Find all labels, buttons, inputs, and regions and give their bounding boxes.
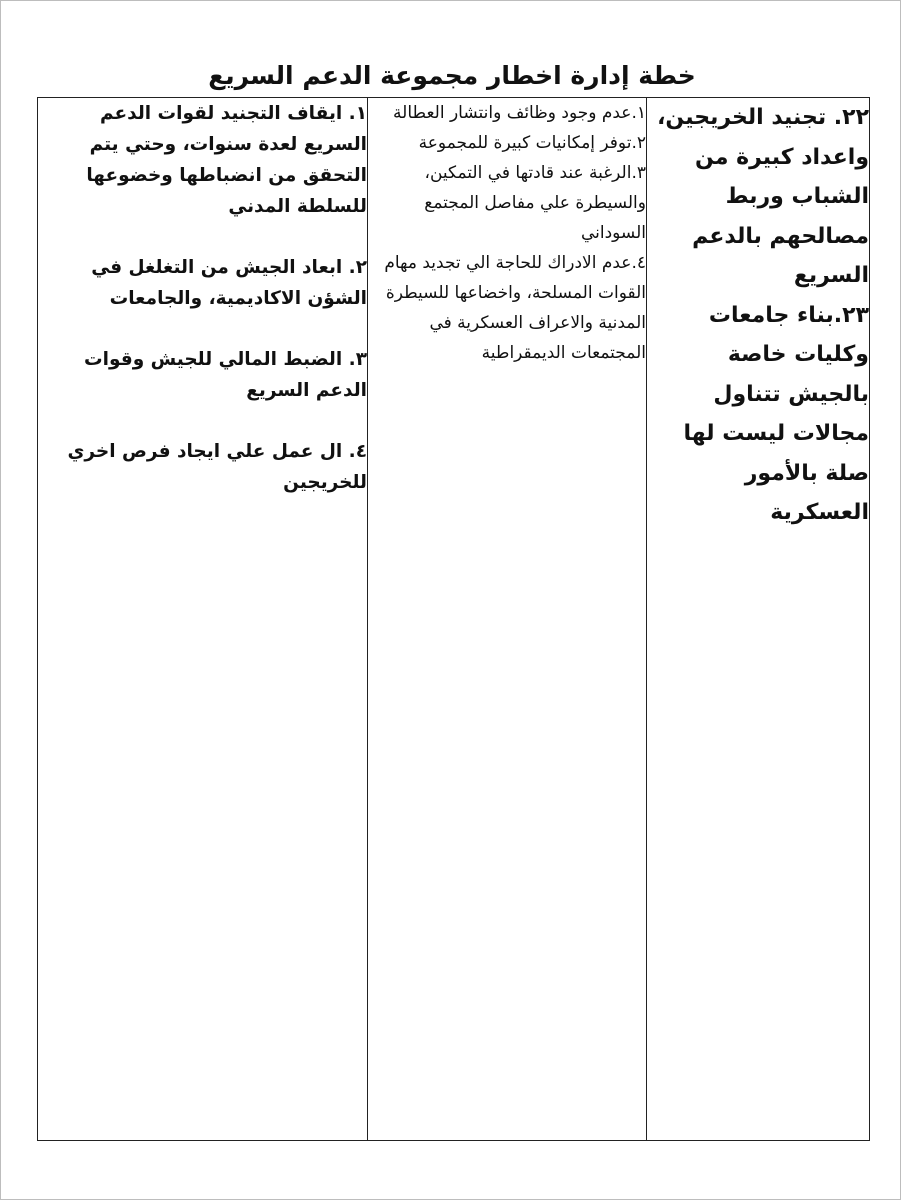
cause-item-2: ٢.توفر إمكانيات كبيرة للمجموعة [418, 133, 646, 153]
action-item-2: ٢. ابعاد الجيش من التغلغل في الشؤن الاكاديمية، والجامعات [91, 257, 367, 309]
plan-table [37, 97, 870, 1141]
action-item-3: ٣. الضبط المالي للجيش وقوات الدعم السريع [84, 349, 367, 401]
cause-item-4: ٤.عدم الادراك للحاجة الي تجديد مهام القوات المسلحة، واخضاعها للسيطرة المدنية والاعراف العسكرية في المجتمعات الديمقراطية [384, 253, 646, 363]
cause-item-3: ٣.الرغبة عند قادتها في التمكين، والسيطرة علي مفاصل المجتمع السوداني [424, 163, 646, 243]
document-title: خطة إدارة اخطار مجموعة الدعم السريع [208, 61, 696, 90]
causes-column [368, 98, 647, 1141]
strategy-item-22: ٢٢. تجنيد الخريجين، واعداد كبيرة من الشباب وربط مصالحهم بالدعم السريع [657, 105, 869, 288]
action-item-1: ١. ايقاف التجنيد لقوات الدعم السريع لعدة سنوات، وحتي يتم التحقق من انضباطها وخضوعها للسلطة المدني [86, 103, 367, 217]
actions-column [38, 98, 368, 1141]
strategy-item-23: ٢٣.بناء جامعات وكليات خاصة بالجيش تتناول مجالات ليست لها صلة بالأمور العسكرية [683, 302, 869, 525]
table-row [38, 98, 870, 1141]
cause-item-1: ١.عدم وجود وظائف وانتشار العطالة [393, 103, 646, 123]
strategies-column [647, 98, 870, 1141]
action-item-4: ٤. ال عمل علي ايجاد فرص اخري للخريجين [67, 441, 367, 493]
